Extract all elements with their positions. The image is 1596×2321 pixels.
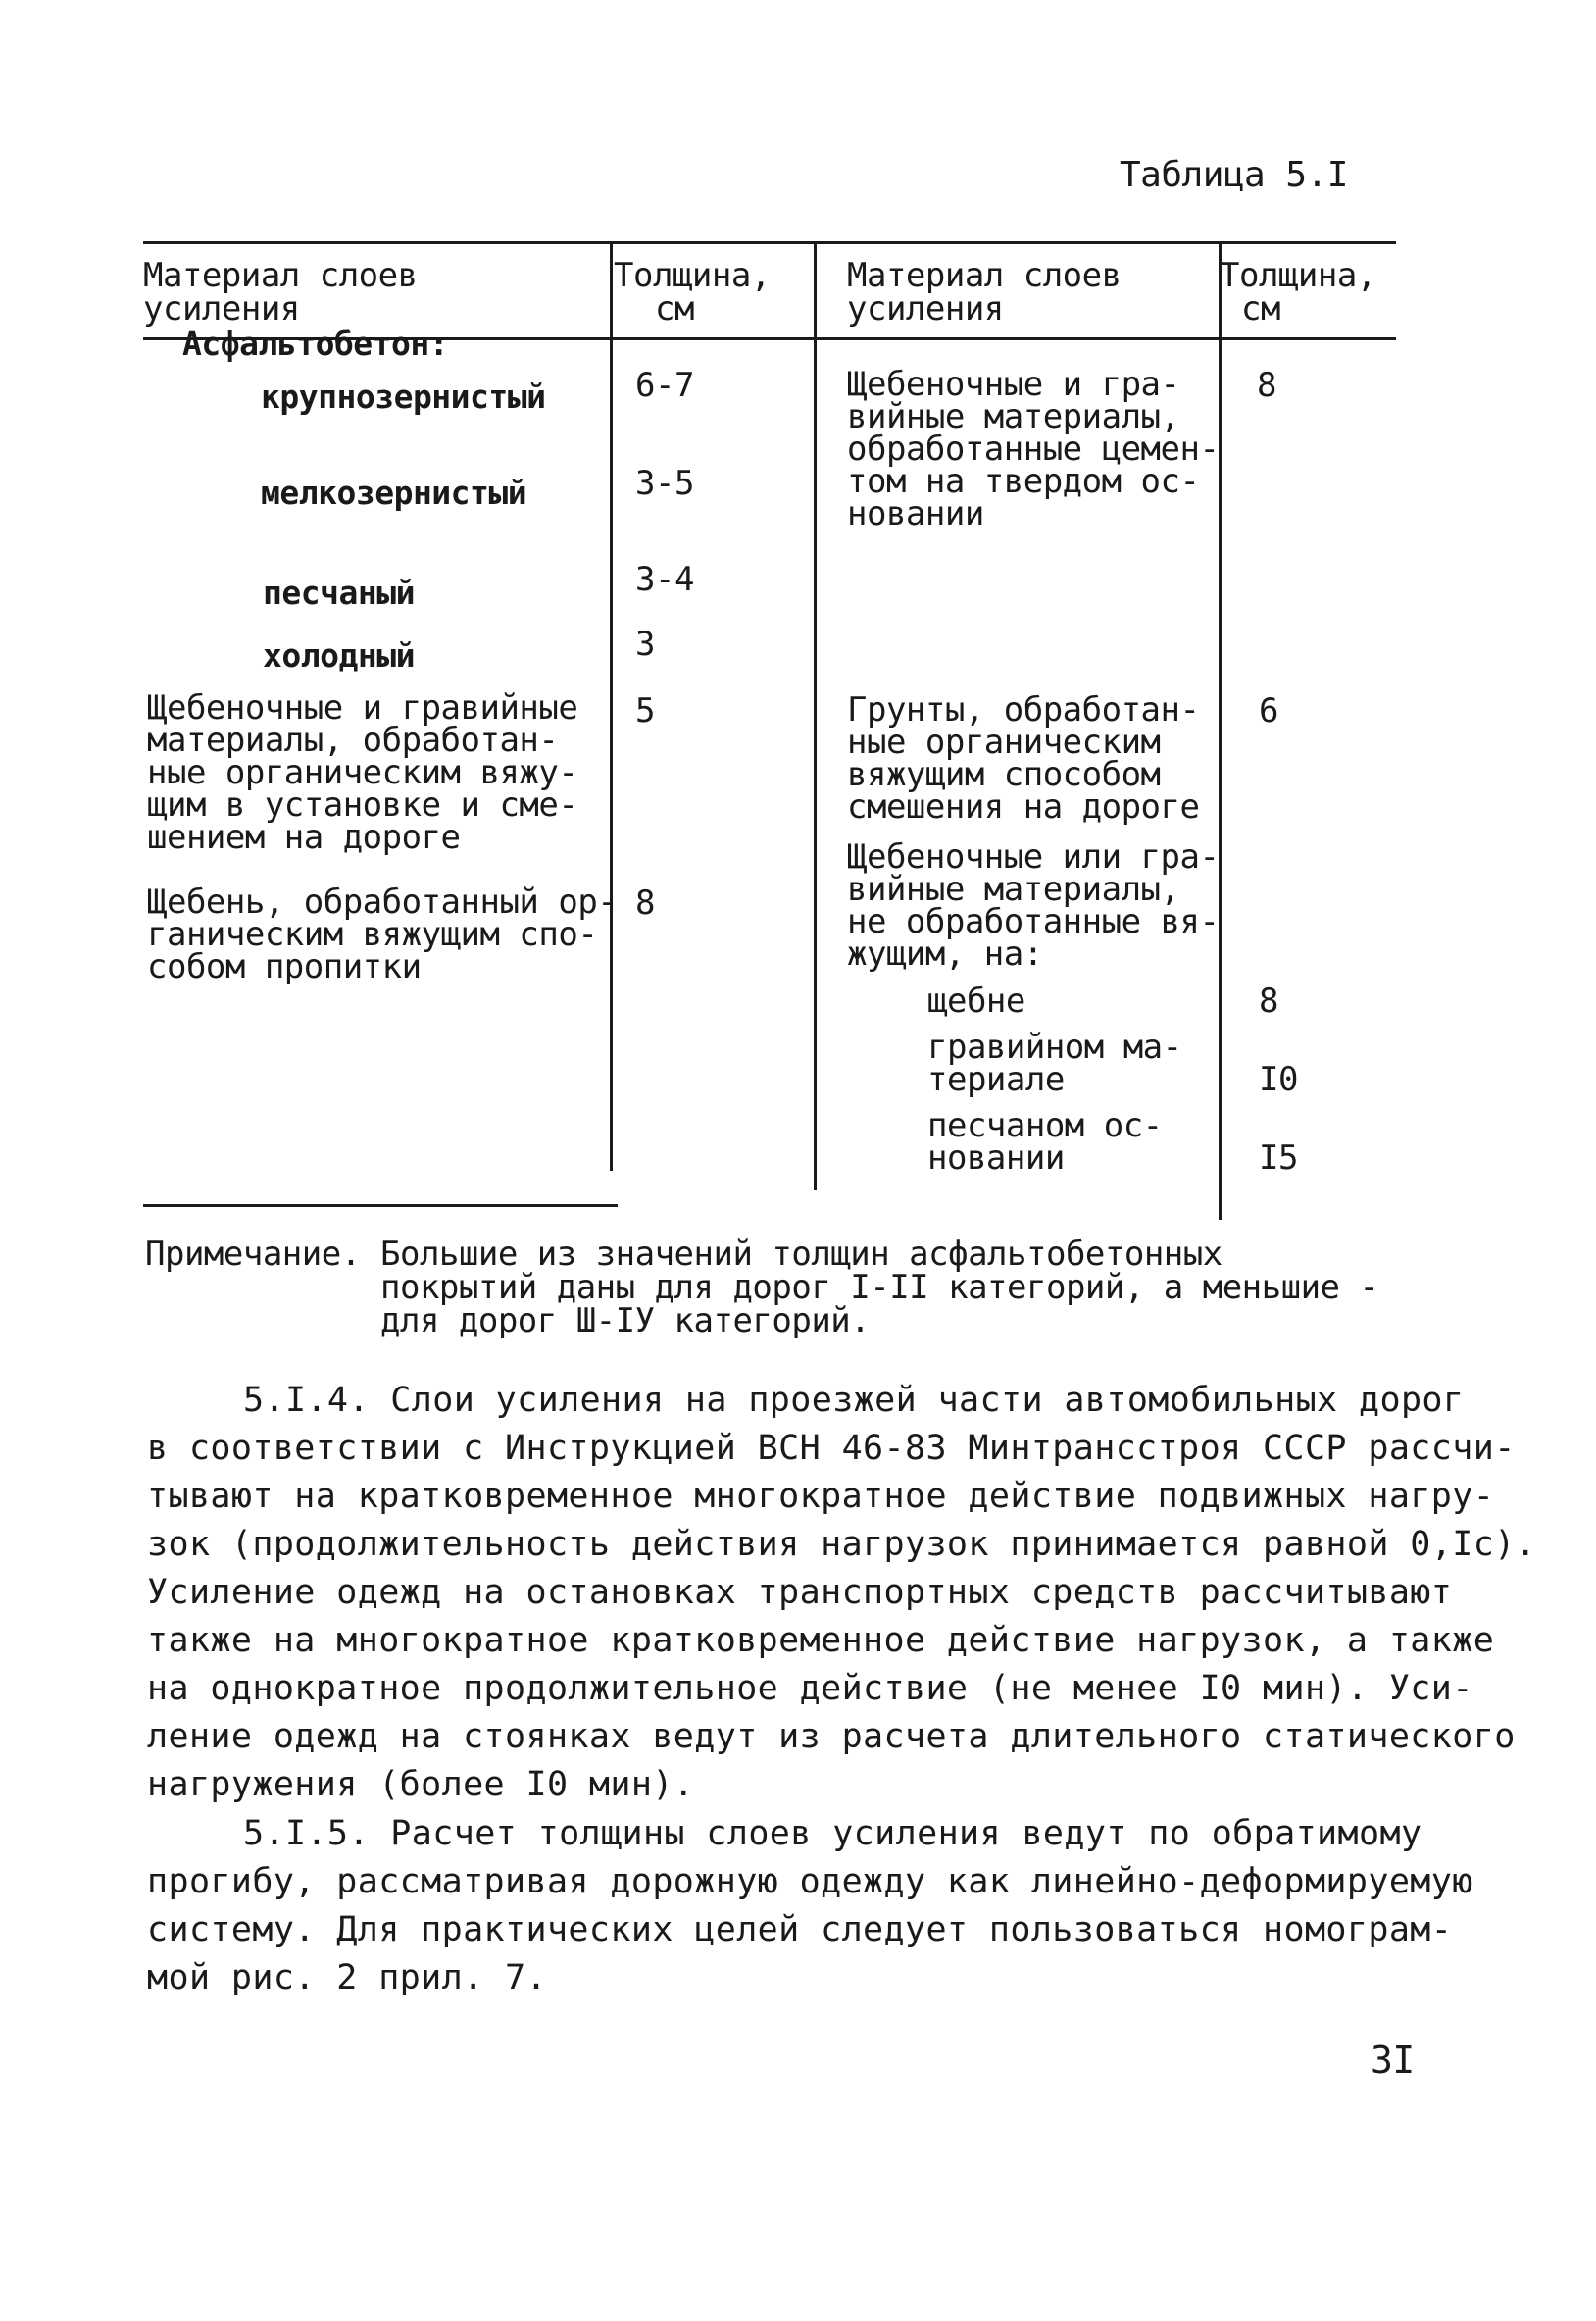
note-text: Большие из значений толщин асфальтобетонных покрытий даны для дорог I-II категорий, а меньшие - для дорог Ш-IУ категорий. [380, 1235, 1379, 1340]
paragraph-5-1-4: 5.I.4. Слои усиления на проезжей части автомобильных дорог в соответствии с Инструкцией ВСН 46-83 Минтрансстроя СССР рассчи- тывают на кратковременное многократное действие подвижных нагру- зок (продолжительность действия нагрузок принимается равной 0,Iс). Усиление одежд на остановках транспортных средств рассчитывают также на многократное кратковременное действие нагрузок, а также на однократное продолжительное действие (не менее I0 мин). Уси- ление одежд на стоянках ведут из расчета длительного статического нагружения (более I0 мин). [147, 1381, 1537, 1804]
thickness-value: 8 [1259, 982, 1278, 1021]
col-divider-1 [610, 241, 613, 1171]
sub-item-base: гравийном ма- териале [927, 1028, 1182, 1099]
asphalt-type: холодный [263, 636, 415, 675]
asphalt-value: 3-4 [635, 560, 694, 599]
sub-item-base: щебне [927, 982, 1025, 1021]
asphalt-value: 3 [635, 625, 655, 664]
material-crushed-treated: Щебеночные и гравийные материалы, обработан- ные органическим вяжу- щим в установке и сме- шением на дороге [147, 688, 578, 857]
asphalt-value: 6-7 [635, 366, 694, 405]
material-soils: Грунты, обработан- ные органическим вяжущим способом смешения на дороге [847, 690, 1200, 827]
thickness-value: I0 [1259, 1060, 1298, 1099]
header-thickness-1: Толщина, см [614, 256, 771, 328]
header-material-1: Материал слоев усиления [143, 256, 418, 328]
material-crushed-impregnation: Щебень, обработанный ор- ганическим вяжущим спо- собом пропитки [147, 883, 618, 986]
asphalt-type: песчаный [263, 574, 415, 612]
material-untreated: Щебеночные или гра- вийные материалы, не обработанные вя- жущим, на: [847, 837, 1220, 974]
thickness-value: 8 [1257, 366, 1276, 405]
table-top-rule [143, 241, 1396, 244]
table-bottom-rule [143, 1204, 618, 1207]
header-thickness-2: Толщина, см [1220, 256, 1376, 328]
sub-item-base: песчаном ос- новании [927, 1106, 1163, 1178]
material-cement-treated: Щебеночные и гра- вийные материалы, обработанные цемен- том на твердом ос- новании [847, 365, 1220, 533]
col-divider-2 [814, 241, 817, 1190]
asphalt-group-title: Асфальтобетон: [182, 325, 449, 363]
col-divider-3 [1219, 241, 1222, 1220]
asphalt-value: 3-5 [635, 464, 694, 503]
header-material-2: Материал слоев усиления [847, 256, 1122, 328]
table-caption: Таблица 5.I [1120, 155, 1348, 195]
thickness-value: 5 [635, 691, 655, 731]
paragraph-5-1-5: 5.I.5. Расчет толщины слоев усиления ведут по обратимому прогибу, рассматривая дорожную одежду как линейно-деформируемую систему. Для практических целей следует пользоваться номограм- мой рис. 2 прил. 7. [147, 1814, 1473, 1997]
asphalt-type: мелкозернистый [261, 474, 527, 512]
thickness-value: 6 [1259, 691, 1278, 731]
page-number: 3I [1371, 2039, 1415, 2082]
thickness-value: I5 [1259, 1138, 1298, 1178]
note-label: Примечание. [145, 1235, 361, 1274]
asphalt-type: крупнозернистый [261, 378, 546, 416]
thickness-value: 8 [635, 883, 655, 923]
